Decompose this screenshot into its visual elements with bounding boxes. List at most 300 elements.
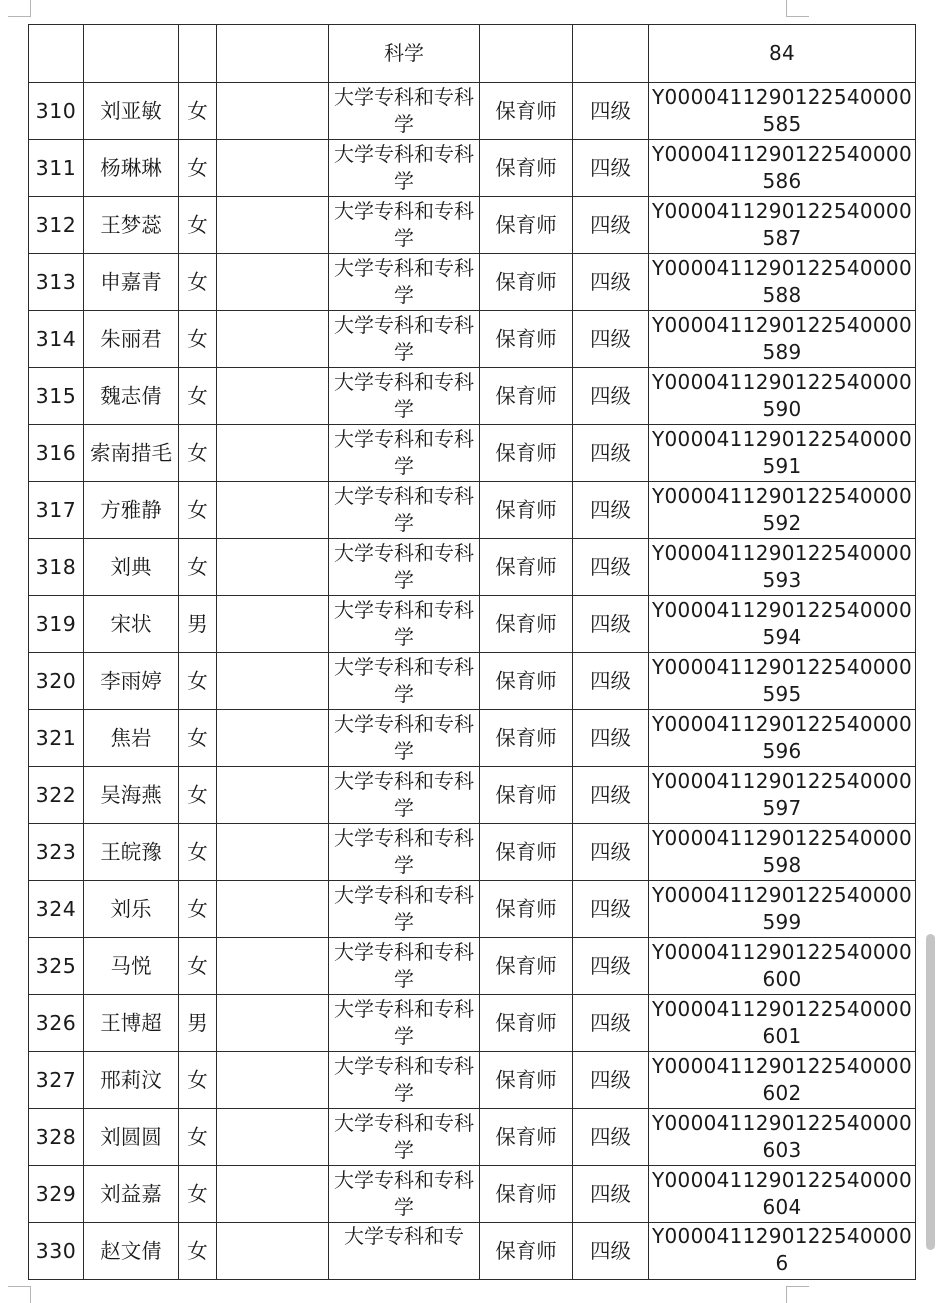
name-cell xyxy=(84,140,179,197)
seq-cell-text: 317 xyxy=(35,497,77,522)
occupation-cell xyxy=(480,539,573,596)
occupation-cell xyxy=(480,1052,573,1109)
occupation-cell xyxy=(480,254,573,311)
level-cell xyxy=(573,539,649,596)
occupation-cell xyxy=(480,710,573,767)
gender-cell-text: 男 xyxy=(187,611,208,636)
certificate-number-cell-text: Y0000411290122540000596 xyxy=(652,712,912,763)
level-cell-text: 四级 xyxy=(590,1238,631,1263)
table-row xyxy=(29,254,916,311)
page-crop-mark-top-left xyxy=(8,0,31,17)
education-cell-text: 大学专科和专科学 xyxy=(334,940,474,991)
occupation-cell-text: 保育师 xyxy=(495,1181,557,1206)
name-cell xyxy=(84,596,179,653)
seq-cell xyxy=(29,710,84,767)
education-cell xyxy=(329,83,480,140)
level-cell-text: 四级 xyxy=(590,896,631,921)
name-cell-text: 刘圆圆 xyxy=(100,1124,162,1149)
gender-cell xyxy=(179,25,217,83)
education-cell-text: 大学专科和专科学 xyxy=(334,541,474,592)
certificate-number-cell-text: Y0000411290122540000599 xyxy=(652,883,912,934)
page-crop-mark-top-right xyxy=(786,0,809,17)
level-cell-text: 四级 xyxy=(590,326,631,351)
gender-cell xyxy=(179,482,217,539)
occupation-cell-text: 保育师 xyxy=(495,1010,557,1035)
gender-cell-text: 女 xyxy=(187,725,208,750)
table-row xyxy=(29,25,916,83)
education-cell xyxy=(329,25,480,83)
table-row xyxy=(29,995,916,1052)
gender-cell-text: 女 xyxy=(187,497,208,522)
education-cell xyxy=(329,1109,480,1166)
occupation-cell-text: 保育师 xyxy=(495,497,557,522)
certificate-number-cell-text: Y0000411290122540000593 xyxy=(652,541,912,592)
level-cell-text: 四级 xyxy=(590,1067,631,1092)
education-cell-text: 大学专科和专科学 xyxy=(334,598,474,649)
level-cell xyxy=(573,425,649,482)
gender-cell-text: 女 xyxy=(187,1181,208,1206)
name-cell xyxy=(84,995,179,1052)
certificate-number-cell xyxy=(649,83,916,140)
level-cell-text: 四级 xyxy=(590,1010,631,1035)
level-cell xyxy=(573,197,649,254)
gender-cell xyxy=(179,539,217,596)
table-row xyxy=(29,482,916,539)
certificate-number-cell-text: Y0000411290122540000594 xyxy=(652,598,912,649)
level-cell-text: 四级 xyxy=(590,554,631,579)
occupation-cell xyxy=(480,197,573,254)
seq-cell xyxy=(29,25,84,83)
seq-cell-text: 313 xyxy=(35,269,77,294)
gender-cell-text: 女 xyxy=(187,326,208,351)
seq-cell xyxy=(29,368,84,425)
level-cell xyxy=(573,653,649,710)
education-cell-text: 大学专科和专科学 xyxy=(334,1111,474,1162)
seq-cell xyxy=(29,425,84,482)
seq-cell xyxy=(29,539,84,596)
gender-cell xyxy=(179,1052,217,1109)
education-cell-text: 大学专科和专科学 xyxy=(334,427,474,478)
empty-cell xyxy=(217,425,329,482)
seq-cell xyxy=(29,881,84,938)
gender-cell xyxy=(179,311,217,368)
occupation-cell-text: 保育师 xyxy=(495,839,557,864)
education-cell xyxy=(329,767,480,824)
level-cell-text: 四级 xyxy=(590,497,631,522)
education-cell-text: 大学专科和专科学 xyxy=(334,1168,474,1219)
level-cell xyxy=(573,368,649,425)
occupation-cell-text: 保育师 xyxy=(495,269,557,294)
level-cell-text: 四级 xyxy=(590,212,631,237)
education-cell xyxy=(329,1052,480,1109)
education-cell-text: 大学专科和专科学 xyxy=(334,142,474,193)
name-cell-text: 王皖豫 xyxy=(100,839,162,864)
seq-cell xyxy=(29,254,84,311)
certificate-number-cell-text: Y0000411290122540000603 xyxy=(652,1111,912,1162)
occupation-cell-text: 保育师 xyxy=(495,440,557,465)
level-cell xyxy=(573,83,649,140)
empty-cell xyxy=(217,1052,329,1109)
seq-cell xyxy=(29,1223,84,1280)
seq-cell-text: 325 xyxy=(35,953,77,978)
level-cell-text: 四级 xyxy=(590,98,631,123)
name-cell-text: 宋状 xyxy=(110,611,152,636)
seq-cell xyxy=(29,482,84,539)
education-cell-text: 大学专科和专科学 xyxy=(334,199,474,250)
table-row xyxy=(29,938,916,995)
gender-cell-text: 女 xyxy=(187,554,208,579)
certificate-number-cell xyxy=(649,881,916,938)
seq-cell-text: 318 xyxy=(35,554,77,579)
seq-cell-text: 315 xyxy=(35,383,77,408)
occupation-cell-text: 保育师 xyxy=(495,611,557,636)
education-cell-text: 大学专科和专科学 xyxy=(334,997,474,1048)
seq-cell-text: 312 xyxy=(35,212,77,237)
education-cell xyxy=(329,311,480,368)
education-cell-text: 大学专科和专科学 xyxy=(334,712,474,763)
name-cell xyxy=(84,539,179,596)
table-row xyxy=(29,311,916,368)
gender-cell xyxy=(179,824,217,881)
education-cell xyxy=(329,710,480,767)
name-cell-text: 邢莉汶 xyxy=(100,1067,162,1092)
name-cell-text: 申嘉青 xyxy=(100,269,162,294)
empty-cell xyxy=(217,197,329,254)
education-cell xyxy=(329,881,480,938)
empty-cell xyxy=(217,1109,329,1166)
table-row xyxy=(29,824,916,881)
certificate-number-cell-text: Y0000411290122540000597 xyxy=(652,769,912,820)
name-cell xyxy=(84,425,179,482)
certificate-number-cell xyxy=(649,482,916,539)
occupation-cell-text: 保育师 xyxy=(495,326,557,351)
empty-cell xyxy=(217,140,329,197)
seq-cell xyxy=(29,938,84,995)
gender-cell xyxy=(179,995,217,1052)
gender-cell xyxy=(179,596,217,653)
certificate-number-cell xyxy=(649,254,916,311)
name-cell-text: 魏志倩 xyxy=(100,383,162,408)
education-cell xyxy=(329,1166,480,1223)
certificate-number-cell-text: Y0000411290122540000595 xyxy=(652,655,912,706)
name-cell xyxy=(84,1052,179,1109)
name-cell xyxy=(84,653,179,710)
level-cell xyxy=(573,596,649,653)
name-cell xyxy=(84,767,179,824)
occupation-cell xyxy=(480,83,573,140)
education-cell xyxy=(329,653,480,710)
seq-cell xyxy=(29,311,84,368)
certificate-number-cell xyxy=(649,311,916,368)
education-cell xyxy=(329,368,480,425)
table-row xyxy=(29,1223,916,1280)
level-cell-text: 四级 xyxy=(590,839,631,864)
certificate-number-cell-text: Y0000411290122540000590 xyxy=(652,370,912,421)
name-cell-text: 赵文倩 xyxy=(100,1238,162,1263)
name-cell-text: 刘益嘉 xyxy=(100,1181,162,1206)
occupation-cell-text: 保育师 xyxy=(495,155,557,180)
level-cell xyxy=(573,710,649,767)
seq-cell-text: 316 xyxy=(35,440,77,465)
level-cell-text: 四级 xyxy=(590,269,631,294)
seq-cell-text: 324 xyxy=(35,896,77,921)
occupation-cell xyxy=(480,824,573,881)
occupation-cell-text: 保育师 xyxy=(495,782,557,807)
seq-cell xyxy=(29,995,84,1052)
name-cell-text: 杨琳琳 xyxy=(100,155,162,180)
seq-cell xyxy=(29,1052,84,1109)
occupation-cell xyxy=(480,881,573,938)
roster-body xyxy=(29,25,916,1280)
gender-cell-text: 女 xyxy=(187,98,208,123)
seq-cell xyxy=(29,596,84,653)
gender-cell-text: 女 xyxy=(187,782,208,807)
occupation-cell xyxy=(480,425,573,482)
name-cell xyxy=(84,25,179,83)
seq-cell-text: 320 xyxy=(35,668,77,693)
gender-cell-text: 女 xyxy=(187,1067,208,1092)
level-cell-text: 四级 xyxy=(590,611,631,636)
level-cell xyxy=(573,311,649,368)
occupation-cell-text: 保育师 xyxy=(495,953,557,978)
certificate-number-cell xyxy=(649,1109,916,1166)
name-cell-text: 王博超 xyxy=(100,1010,162,1035)
gender-cell-text: 女 xyxy=(187,383,208,408)
certificate-number-cell-text: Y0000411290122540000585 xyxy=(652,85,912,136)
name-cell xyxy=(84,824,179,881)
seq-cell-text: 319 xyxy=(35,611,77,636)
certificate-number-cell xyxy=(649,425,916,482)
name-cell xyxy=(84,254,179,311)
level-cell xyxy=(573,25,649,83)
occupation-cell xyxy=(480,938,573,995)
education-cell xyxy=(329,539,480,596)
certificate-number-cell xyxy=(649,653,916,710)
certificate-number-cell-text: Y0000411290122540000591 xyxy=(652,427,912,478)
education-cell xyxy=(329,482,480,539)
seq-cell xyxy=(29,767,84,824)
education-cell xyxy=(329,140,480,197)
education-cell-text: 大学专科和专 xyxy=(344,1224,464,1248)
seq-cell-text: 330 xyxy=(35,1238,77,1263)
table-row xyxy=(29,83,916,140)
certificate-number-cell xyxy=(649,596,916,653)
gender-cell xyxy=(179,254,217,311)
gender-cell-text: 女 xyxy=(187,440,208,465)
certificate-number-cell-text: Y00004112901225400006 xyxy=(652,1224,912,1275)
certificate-number-cell-text: Y0000411290122540000604 xyxy=(652,1168,912,1219)
name-cell-text: 方雅静 xyxy=(100,497,162,522)
table-row xyxy=(29,1109,916,1166)
empty-cell xyxy=(217,710,329,767)
seq-cell xyxy=(29,653,84,710)
education-cell xyxy=(329,425,480,482)
occupation-cell xyxy=(480,995,573,1052)
gender-cell xyxy=(179,1166,217,1223)
occupation-cell xyxy=(480,140,573,197)
level-cell-text: 四级 xyxy=(590,725,631,750)
empty-cell xyxy=(217,938,329,995)
occupation-cell-text: 保育师 xyxy=(495,383,557,408)
gender-cell xyxy=(179,881,217,938)
name-cell xyxy=(84,1109,179,1166)
vertical-scrollbar-thumb[interactable] xyxy=(926,934,935,1250)
gender-cell xyxy=(179,767,217,824)
level-cell xyxy=(573,824,649,881)
certificate-number-cell xyxy=(649,140,916,197)
level-cell xyxy=(573,140,649,197)
seq-cell-text: 321 xyxy=(35,725,77,750)
education-cell xyxy=(329,1223,480,1280)
gender-cell xyxy=(179,1109,217,1166)
name-cell-text: 李雨婷 xyxy=(100,668,162,693)
occupation-cell xyxy=(480,1166,573,1223)
gender-cell-text: 女 xyxy=(187,212,208,237)
seq-cell xyxy=(29,1109,84,1166)
certificate-number-cell-text: Y0000411290122540000602 xyxy=(652,1054,912,1105)
seq-cell-text: 329 xyxy=(35,1181,77,1206)
seq-cell-text: 310 xyxy=(35,98,77,123)
empty-cell xyxy=(217,25,329,83)
table-row xyxy=(29,425,916,482)
education-cell xyxy=(329,995,480,1052)
certificate-number-cell xyxy=(649,368,916,425)
education-cell-text: 大学专科和专科学 xyxy=(334,883,474,934)
name-cell-text: 王梦蕊 xyxy=(100,212,162,237)
gender-cell xyxy=(179,197,217,254)
level-cell-text: 四级 xyxy=(590,155,631,180)
table-row xyxy=(29,881,916,938)
gender-cell-text: 女 xyxy=(187,896,208,921)
education-cell-text: 科学 xyxy=(384,41,424,65)
empty-cell xyxy=(217,83,329,140)
level-cell xyxy=(573,938,649,995)
seq-cell xyxy=(29,824,84,881)
empty-cell xyxy=(217,1223,329,1280)
empty-cell xyxy=(217,824,329,881)
certificate-number-cell xyxy=(649,995,916,1052)
education-cell-text: 大学专科和专科学 xyxy=(334,655,474,706)
level-cell-text: 四级 xyxy=(590,782,631,807)
empty-cell xyxy=(217,881,329,938)
certificate-number-cell xyxy=(649,767,916,824)
certificate-number-cell-text: Y0000411290122540000598 xyxy=(652,826,912,877)
level-cell xyxy=(573,482,649,539)
education-cell-text: 大学专科和专科学 xyxy=(334,484,474,535)
level-cell-text: 四级 xyxy=(590,1124,631,1149)
level-cell xyxy=(573,1109,649,1166)
education-cell-text: 大学专科和专科学 xyxy=(334,826,474,877)
level-cell-text: 四级 xyxy=(590,383,631,408)
table-row xyxy=(29,596,916,653)
occupation-cell xyxy=(480,596,573,653)
gender-cell-text: 女 xyxy=(187,953,208,978)
certificate-number-cell-text: Y0000411290122540000592 xyxy=(652,484,912,535)
education-cell-text: 大学专科和专科学 xyxy=(334,313,474,364)
seq-cell-text: 323 xyxy=(35,839,77,864)
gender-cell xyxy=(179,425,217,482)
gender-cell-text: 女 xyxy=(187,839,208,864)
gender-cell-text: 女 xyxy=(187,155,208,180)
certificate-number-cell xyxy=(649,1223,916,1280)
occupation-cell xyxy=(480,1109,573,1166)
occupation-cell xyxy=(480,482,573,539)
level-cell xyxy=(573,254,649,311)
level-cell xyxy=(573,1223,649,1280)
occupation-cell-text: 保育师 xyxy=(495,1067,557,1092)
empty-cell xyxy=(217,368,329,425)
certificate-number-cell-text: Y0000411290122540000587 xyxy=(652,199,912,250)
page-crop-mark-bottom-right xyxy=(786,1286,809,1303)
occupation-cell-text: 保育师 xyxy=(495,725,557,750)
name-cell xyxy=(84,881,179,938)
name-cell xyxy=(84,1166,179,1223)
education-cell-text: 大学专科和专科学 xyxy=(334,1054,474,1105)
seq-cell-text: 314 xyxy=(35,326,77,351)
seq-cell xyxy=(29,140,84,197)
name-cell xyxy=(84,1223,179,1280)
occupation-cell xyxy=(480,1223,573,1280)
certificate-number-cell-text: Y0000411290122540000600 xyxy=(652,940,912,991)
occupation-cell xyxy=(480,767,573,824)
certificate-number-cell xyxy=(649,938,916,995)
occupation-cell xyxy=(480,311,573,368)
name-cell xyxy=(84,710,179,767)
education-cell xyxy=(329,824,480,881)
name-cell xyxy=(84,197,179,254)
gender-cell xyxy=(179,1223,217,1280)
occupation-cell-text: 保育师 xyxy=(495,554,557,579)
certificate-number-cell-text: 84 xyxy=(768,41,796,65)
empty-cell xyxy=(217,311,329,368)
gender-cell xyxy=(179,710,217,767)
seq-cell-text: 326 xyxy=(35,1010,77,1035)
name-cell xyxy=(84,368,179,425)
occupation-cell-text: 保育师 xyxy=(495,98,557,123)
education-cell-text: 大学专科和专科学 xyxy=(334,85,474,136)
seq-cell xyxy=(29,1166,84,1223)
table-row xyxy=(29,140,916,197)
certificate-number-cell xyxy=(649,197,916,254)
empty-cell xyxy=(217,596,329,653)
education-cell xyxy=(329,197,480,254)
name-cell-text: 刘乐 xyxy=(110,896,152,921)
name-cell-text: 马悦 xyxy=(110,953,152,978)
name-cell xyxy=(84,482,179,539)
name-cell xyxy=(84,83,179,140)
seq-cell xyxy=(29,83,84,140)
gender-cell xyxy=(179,653,217,710)
name-cell xyxy=(84,311,179,368)
seq-cell-text: 322 xyxy=(35,782,77,807)
table-row xyxy=(29,197,916,254)
certificate-number-cell-text: Y0000411290122540000588 xyxy=(652,256,912,307)
gender-cell-text: 女 xyxy=(187,1124,208,1149)
empty-cell xyxy=(217,482,329,539)
empty-cell xyxy=(217,653,329,710)
level-cell-text: 四级 xyxy=(590,953,631,978)
occupation-cell-text: 保育师 xyxy=(495,896,557,921)
occupation-cell xyxy=(480,653,573,710)
occupation-cell xyxy=(480,368,573,425)
empty-cell xyxy=(217,1166,329,1223)
certificate-number-cell-text: Y0000411290122540000601 xyxy=(652,997,912,1048)
table-row xyxy=(29,539,916,596)
level-cell xyxy=(573,881,649,938)
gender-cell xyxy=(179,938,217,995)
certificate-number-cell-text: Y0000411290122540000586 xyxy=(652,142,912,193)
gender-cell-text: 女 xyxy=(187,1238,208,1263)
